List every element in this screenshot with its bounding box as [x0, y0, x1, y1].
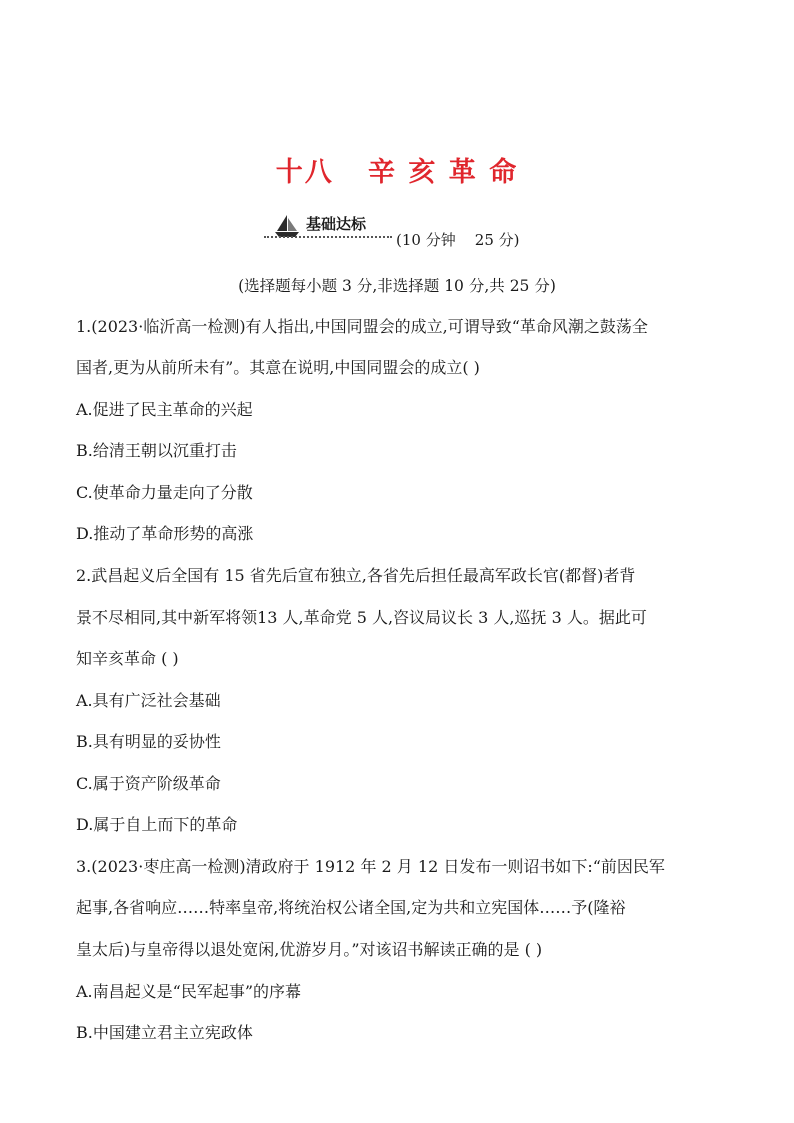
question-2-stem-line-1: 2.武昌起义后全国有 15 省先后宣布独立,各省先后担任最高军政长官(都督)者背: [76, 566, 636, 585]
question-1-stem-line-2: 国者,更为从前所未有”。其意在说明,中国同盟会的成立( ): [76, 358, 480, 377]
question-1-option-d: D.推动了革命形势的高涨: [76, 524, 254, 543]
question-3-stem-line-2: 起事,各省响应……特率皇帝,将统治权公诸全国,定为共和立宪国体……予(隆裕: [76, 898, 626, 917]
question-3-stem-line-3: 皇太后)与皇帝得以退处宽闲,优游岁月。”对该诏书解读正确的是 ( ): [76, 940, 543, 959]
question-2-option-a: A.具有广泛社会基础: [76, 691, 221, 710]
question-1-stem-line-1: 1.(2023·临沂高一检测)有人指出,中国同盟会的成立,可谓导致“革命风潮之鼓荡全: [76, 317, 648, 336]
question-1-option-a: A.促进了民主革命的兴起: [76, 400, 253, 419]
question-1-option-b: B.给清王朝以沉重打击: [76, 441, 237, 460]
question-2-stem-line-3: 知辛亥革命 ( ): [76, 649, 179, 668]
question-3-option-b: B.中国建立君主立宪政体: [76, 1023, 253, 1042]
question-2-option-b: B.具有明显的妥协性: [76, 732, 221, 751]
question-2-stem-line-2: 景不尽相同,其中新军将领13 人,革命党 5 人,咨议局议长 3 人,巡抚 3 人。据此可: [76, 608, 647, 627]
section-time: (10 分钟 25 分): [396, 231, 520, 249]
page-title: 十八 辛 亥 革 命: [275, 157, 519, 188]
sailboat-icon: [274, 214, 300, 238]
question-1-option-c: C.使革命力量走向了分散: [76, 483, 253, 502]
section-label: 基础达标: [306, 215, 367, 233]
question-3-stem-line-1: 3.(2023·枣庄高一检测)清政府于 1912 年 2 月 12 日发布一则诏书如下:“前因民军: [76, 857, 665, 876]
dotted-underline: [264, 236, 392, 238]
section-header: [262, 212, 562, 249]
question-2-option-d: D.属于自上而下的革命: [76, 815, 238, 834]
question-3-option-a: A.南昌起义是“民军起事”的序幕: [76, 982, 302, 1001]
question-2-option-c: C.属于资产阶级革命: [76, 774, 221, 793]
scoring-note: (选择题每小题 3 分,非选择题 10 分,共 25 分): [238, 277, 556, 295]
